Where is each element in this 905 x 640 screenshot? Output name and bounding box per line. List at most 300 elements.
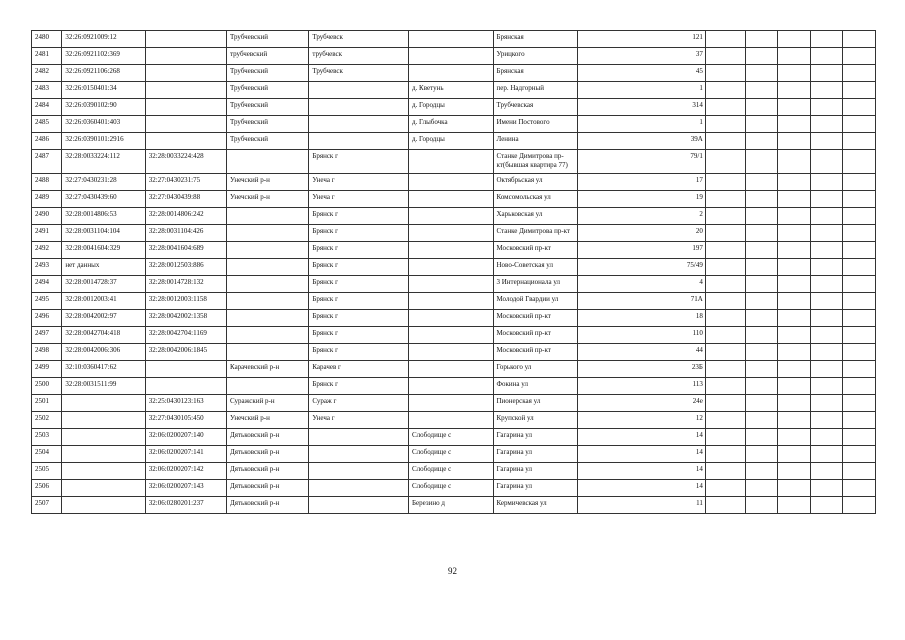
empty-cell [745,412,778,429]
house-number-cell: 44 [578,344,706,361]
house-number-cell: 37 [578,48,706,65]
empty-cell [778,429,811,446]
table-row [32,116,876,133]
district-cell: Трубчевский [227,31,309,48]
table-row [32,412,876,429]
empty-cell [843,310,876,327]
row-number-cell: 2480 [32,31,62,48]
table-row [32,31,876,48]
empty-cell [843,327,876,344]
table-body [32,31,876,514]
city-cell [309,99,409,116]
cadastral-number-1-cell: 32:10:0360417:62 [62,361,145,378]
district-cell: Трубчевский [227,99,309,116]
house-number-cell: 197 [578,242,706,259]
cadastral-number-2-cell: 32:06:0200207:143 [145,480,226,497]
street-cell: Московский пр-кт [493,242,578,259]
settlement-cell [409,31,494,48]
cadastral-number-2-cell [145,48,226,65]
district-cell [227,310,309,327]
city-cell [309,116,409,133]
empty-cell [778,116,811,133]
cadastral-number-2-cell: 32:06:0280201:237 [145,497,226,514]
settlement-cell [409,378,494,395]
row-number-cell: 2494 [32,276,62,293]
cadastral-number-2-cell: 32:28:0041604:689 [145,242,226,259]
empty-cell [705,310,745,327]
cadastral-number-1-cell: 32:28:0042002:97 [62,310,145,327]
city-cell [309,429,409,446]
cadastral-number-1-cell [62,463,145,480]
city-cell: Унеча г [309,412,409,429]
city-cell: Брянск г [309,327,409,344]
row-number-cell: 2487 [32,150,62,174]
empty-cell [705,429,745,446]
empty-cell [810,99,843,116]
empty-cell [705,276,745,293]
empty-cell [843,293,876,310]
cadastral-number-2-cell: 32:25:0430123:163 [145,395,226,412]
street-cell: Трубчевская [493,99,578,116]
empty-cell [810,412,843,429]
empty-cell [745,225,778,242]
house-number-cell: 110 [578,327,706,344]
empty-cell [810,446,843,463]
city-cell: Сураж г [309,395,409,412]
empty-cell [778,82,811,99]
row-number-cell: 2493 [32,259,62,276]
empty-cell [745,31,778,48]
street-cell: Станке Димитрова пр-кт [493,225,578,242]
empty-cell [705,259,745,276]
cadastral-number-1-cell: 32:28:0014728:37 [62,276,145,293]
row-number-cell: 2491 [32,225,62,242]
empty-cell [745,497,778,514]
city-cell [309,497,409,514]
table-row [32,293,876,310]
table-row [32,344,876,361]
house-number-cell: 14 [578,463,706,480]
empty-cell [810,293,843,310]
empty-cell [705,99,745,116]
city-cell: Карачев г [309,361,409,378]
cadastral-number-2-cell: 32:28:0033224:428 [145,150,226,174]
table-row [32,310,876,327]
empty-cell [778,99,811,116]
district-cell [227,293,309,310]
city-cell: Брянск г [309,208,409,225]
empty-cell [705,378,745,395]
row-number-cell: 2498 [32,344,62,361]
row-number-cell: 2505 [32,463,62,480]
city-cell [309,463,409,480]
district-cell: Трубчевский [227,65,309,82]
table-row [32,463,876,480]
empty-cell [745,174,778,191]
table-row [32,191,876,208]
row-number-cell: 2503 [32,429,62,446]
cadastral-number-2-cell: 32:28:0012003:1158 [145,293,226,310]
empty-cell [705,174,745,191]
table-row [32,259,876,276]
house-number-cell: 4 [578,276,706,293]
empty-cell [745,116,778,133]
district-cell: Унечский р-н [227,412,309,429]
house-number-cell: 14 [578,480,706,497]
empty-cell [778,242,811,259]
district-cell [227,276,309,293]
empty-cell [705,497,745,514]
empty-cell [778,276,811,293]
empty-cell [843,378,876,395]
city-cell: Брянск г [309,259,409,276]
empty-cell [705,412,745,429]
cadastral-number-1-cell: 32:26:0921102:369 [62,48,145,65]
empty-cell [843,174,876,191]
empty-cell [810,378,843,395]
empty-cell [745,378,778,395]
empty-cell [705,225,745,242]
district-cell [227,259,309,276]
city-cell: Брянск г [309,344,409,361]
cadastral-number-1-cell: 32:28:0042704:418 [62,327,145,344]
empty-cell [778,208,811,225]
row-number-cell: 2499 [32,361,62,378]
empty-cell [745,150,778,174]
house-number-cell: 14 [578,446,706,463]
house-number-cell: 121 [578,31,706,48]
empty-cell [843,429,876,446]
row-number-cell: 2485 [32,116,62,133]
district-cell [227,327,309,344]
cadastral-number-1-cell: 32:26:0921009:12 [62,31,145,48]
row-number-cell: 2481 [32,48,62,65]
table-row [32,395,876,412]
empty-cell [843,191,876,208]
empty-cell [843,497,876,514]
empty-cell [705,150,745,174]
table-row [32,208,876,225]
cadastral-number-2-cell: 32:28:0012503:886 [145,259,226,276]
city-cell [309,480,409,497]
empty-cell [843,259,876,276]
empty-cell [745,191,778,208]
row-number-cell: 2489 [32,191,62,208]
city-cell: Брянск г [309,225,409,242]
district-cell: Трубчевский [227,133,309,150]
empty-cell [810,65,843,82]
row-number-cell: 2501 [32,395,62,412]
row-number-cell: 2483 [32,82,62,99]
city-cell: Унеча г [309,174,409,191]
settlement-cell [409,293,494,310]
district-cell: Карачевский р-н [227,361,309,378]
house-number-cell: 314 [578,99,706,116]
city-cell: Трубчевск [309,31,409,48]
house-number-cell: 1 [578,116,706,133]
cadastral-number-1-cell: нет данных [62,259,145,276]
empty-cell [843,412,876,429]
empty-cell [810,344,843,361]
street-cell: Московский пр-кт [493,327,578,344]
cadastral-number-1-cell: 32:26:0150401:34 [62,82,145,99]
city-cell: Брянск г [309,150,409,174]
street-cell: Харьковская ул [493,208,578,225]
city-cell: трубчевск [309,48,409,65]
street-cell: Гагарина ул [493,446,578,463]
city-cell: Трубчевск [309,65,409,82]
settlement-cell [409,412,494,429]
empty-cell [705,208,745,225]
empty-cell [810,276,843,293]
settlement-cell [409,242,494,259]
empty-cell [745,361,778,378]
settlement-cell [409,327,494,344]
empty-cell [843,150,876,174]
table-row [32,276,876,293]
cadastral-number-2-cell: 32:28:0042002:1358 [145,310,226,327]
row-number-cell: 2506 [32,480,62,497]
city-cell [309,133,409,150]
empty-cell [745,463,778,480]
settlement-cell [409,310,494,327]
table-row [32,378,876,395]
empty-cell [778,446,811,463]
empty-cell [745,293,778,310]
empty-cell [810,150,843,174]
empty-cell [705,361,745,378]
empty-cell [745,327,778,344]
settlement-cell: Слободище с [409,463,494,480]
settlement-cell: д. Городцы [409,99,494,116]
settlement-cell [409,276,494,293]
row-number-cell: 2492 [32,242,62,259]
street-cell: Ленина [493,133,578,150]
table-row [32,133,876,150]
table-row [32,446,876,463]
empty-cell [843,65,876,82]
house-number-cell: 20 [578,225,706,242]
empty-cell [810,48,843,65]
city-cell: Брянск г [309,378,409,395]
empty-cell [705,344,745,361]
street-cell: Молодой Гвардии ул [493,293,578,310]
street-cell: Брянская [493,31,578,48]
settlement-cell [409,65,494,82]
district-cell: Дятьковский р-н [227,463,309,480]
house-number-cell: 1 [578,82,706,99]
empty-cell [745,276,778,293]
table-row [32,82,876,99]
empty-cell [810,174,843,191]
street-cell: Московский пр-кт [493,344,578,361]
district-cell: трубчевский [227,48,309,65]
empty-cell [810,327,843,344]
cadastral-number-2-cell: 32:28:0014806:242 [145,208,226,225]
settlement-cell [409,259,494,276]
cadastral-number-1-cell: 32:26:0360401:403 [62,116,145,133]
house-number-cell: 24е [578,395,706,412]
empty-cell [778,480,811,497]
table-row [32,99,876,116]
house-number-cell: 23Б [578,361,706,378]
house-number-cell: 2 [578,208,706,225]
empty-cell [778,48,811,65]
district-cell: Трубчевский [227,82,309,99]
empty-cell [778,191,811,208]
empty-cell [843,31,876,48]
district-cell [227,378,309,395]
street-cell: Станке Димитрова пр-кт(бывшая квартира 77) [493,150,578,174]
empty-cell [843,225,876,242]
street-cell: Имени Постового [493,116,578,133]
cadastral-number-1-cell: 32:27:0430231:28 [62,174,145,191]
empty-cell [778,174,811,191]
empty-cell [705,327,745,344]
page-number: 92 [448,566,457,576]
street-cell: Московский пр-кт [493,310,578,327]
empty-cell [705,480,745,497]
row-number-cell: 2500 [32,378,62,395]
settlement-cell [409,191,494,208]
row-number-cell: 2486 [32,133,62,150]
cadastral-number-2-cell: 32:28:0042704:1169 [145,327,226,344]
street-cell: Гагарина ул [493,429,578,446]
settlement-cell: д. Глыбочка [409,116,494,133]
empty-cell [778,31,811,48]
cadastral-number-2-cell [145,65,226,82]
empty-cell [778,378,811,395]
empty-cell [810,310,843,327]
empty-cell [810,480,843,497]
settlement-cell [409,344,494,361]
empty-cell [778,65,811,82]
house-number-cell: 19 [578,191,706,208]
city-cell [309,82,409,99]
settlement-cell: Слободище с [409,480,494,497]
empty-cell [810,361,843,378]
cadastral-number-2-cell: 32:28:0042006:1845 [145,344,226,361]
empty-cell [810,82,843,99]
cadastral-number-1-cell: 32:28:0042006:306 [62,344,145,361]
empty-cell [745,259,778,276]
empty-cell [705,446,745,463]
empty-cell [745,82,778,99]
settlement-cell [409,174,494,191]
house-number-cell: 39А [578,133,706,150]
cadastral-number-1-cell: 32:28:0014806:53 [62,208,145,225]
street-cell: Крупской ул [493,412,578,429]
cadastral-number-1-cell [62,429,145,446]
cadastral-number-2-cell [145,133,226,150]
cadastral-number-1-cell: 32:28:0041604:329 [62,242,145,259]
street-cell: 3 Интернационала ул [493,276,578,293]
empty-cell [778,361,811,378]
cadastral-number-1-cell: 32:28:0031104:104 [62,225,145,242]
house-number-cell: 11 [578,497,706,514]
table-row [32,242,876,259]
cadastral-number-1-cell: 32:27:0430439:60 [62,191,145,208]
empty-cell [745,99,778,116]
row-number-cell: 2496 [32,310,62,327]
empty-cell [810,429,843,446]
empty-cell [843,242,876,259]
cadastral-number-1-cell [62,480,145,497]
settlement-cell [409,225,494,242]
house-number-cell: 14 [578,429,706,446]
empty-cell [705,133,745,150]
cadastral-number-2-cell: 32:27:0430231:75 [145,174,226,191]
house-number-cell: 75/49 [578,259,706,276]
empty-cell [705,463,745,480]
empty-cell [810,116,843,133]
table-row [32,150,876,174]
settlement-cell: Березино д [409,497,494,514]
district-cell [227,344,309,361]
cadastral-number-1-cell [62,395,145,412]
table-row [32,65,876,82]
district-cell [227,225,309,242]
empty-cell [843,82,876,99]
settlement-cell: Слободище с [409,446,494,463]
cadastral-number-2-cell [145,99,226,116]
cadastral-number-1-cell: 32:26:0921106:268 [62,65,145,82]
district-cell [227,242,309,259]
district-cell: Трубчевский [227,116,309,133]
house-number-cell: 71А [578,293,706,310]
cadastral-number-2-cell [145,82,226,99]
settlement-cell [409,361,494,378]
district-cell: Суражский р-н [227,395,309,412]
cadastral-number-2-cell [145,378,226,395]
district-cell [227,208,309,225]
city-cell: Брянск г [309,276,409,293]
empty-cell [810,225,843,242]
empty-cell [810,242,843,259]
empty-cell [843,463,876,480]
empty-cell [843,99,876,116]
empty-cell [778,463,811,480]
street-cell: Фокина ул [493,378,578,395]
empty-cell [843,208,876,225]
city-cell [309,446,409,463]
empty-cell [843,395,876,412]
cadastral-number-1-cell [62,497,145,514]
house-number-cell: 79/1 [578,150,706,174]
empty-cell [745,395,778,412]
empty-cell [778,497,811,514]
empty-cell [843,133,876,150]
cadastral-number-1-cell: 32:26:0390101:2916 [62,133,145,150]
empty-cell [778,133,811,150]
city-cell: Брянск г [309,310,409,327]
property-table [31,30,876,514]
empty-cell [705,65,745,82]
row-number-cell: 2507 [32,497,62,514]
empty-cell [778,310,811,327]
district-cell: Дятьковский р-н [227,497,309,514]
cadastral-number-1-cell [62,412,145,429]
empty-cell [810,133,843,150]
empty-cell [705,116,745,133]
empty-cell [810,497,843,514]
street-cell: Урицкого [493,48,578,65]
empty-cell [705,395,745,412]
empty-cell [810,191,843,208]
empty-cell [745,208,778,225]
district-cell: Дятьковский р-н [227,429,309,446]
empty-cell [778,150,811,174]
